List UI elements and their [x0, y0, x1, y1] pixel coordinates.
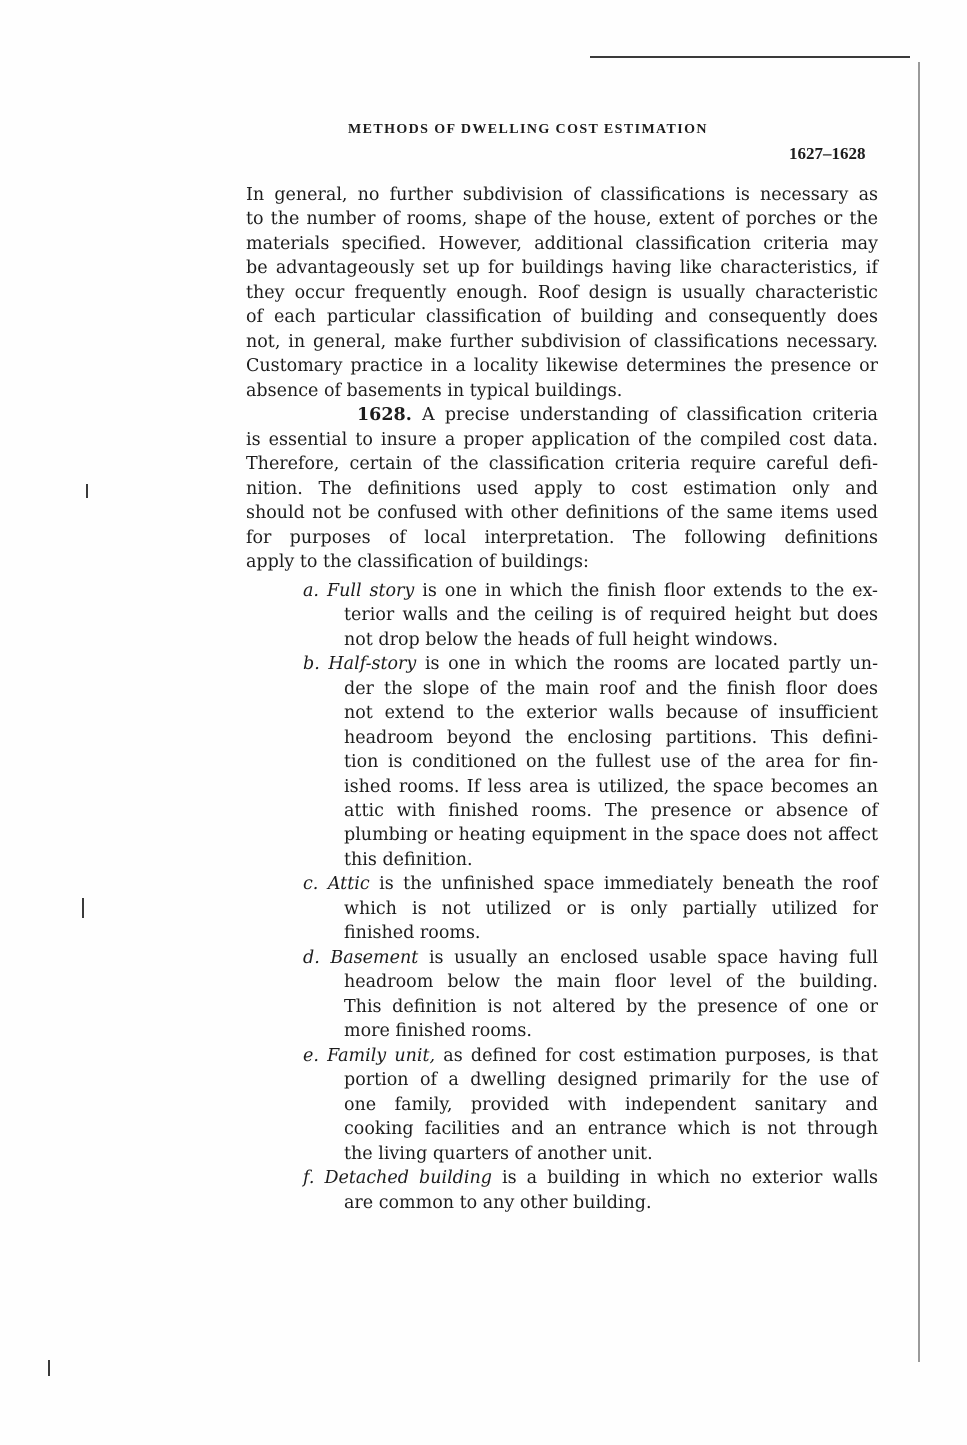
text-line: der the slope of the main roof and the finish floor does: [344, 678, 878, 699]
definition-item: [303, 946, 878, 970]
text-line: finished rooms.: [344, 923, 481, 944]
text-line: should not be confused with other definitions of the same items used: [246, 503, 878, 524]
text-line: ished rooms. If less area is utilized, the space becomes an: [344, 776, 878, 797]
text-line: is essential to insure a proper application of the compiled cost data.: [246, 429, 878, 450]
text-line: nition. The definitions used apply to cost estimation only and: [246, 478, 878, 499]
text-line: absence of basements in typical buildings.: [246, 380, 623, 401]
text-line: which is not utilized or is only partially utilized for: [344, 898, 878, 919]
text-line: terior walls and the ceiling is of required height but does: [344, 605, 878, 626]
text-line: they occur frequently enough. Roof design is usually characteristic: [246, 282, 878, 303]
text-line: for purposes of local interpretation. The following definitions: [246, 527, 878, 548]
text-line: apply to the classification of buildings:: [246, 552, 589, 573]
text-line: Customary practice in a locality likewise determines the presence or: [246, 356, 878, 377]
definition-letter: f.: [303, 1168, 315, 1189]
text-line: materials specified. However, additional classification criteria may: [246, 233, 878, 254]
text-line: the living quarters of another unit.: [344, 1143, 653, 1164]
text-line: plumbing or heating equipment in the space does not affect: [344, 825, 878, 846]
text-line: attic with finished rooms. The presence or absence of: [344, 801, 878, 821]
text-span: is one in which the rooms are located partly un-: [424, 654, 878, 675]
definition-item: [303, 1166, 878, 1190]
definition-term: Family unit,: [327, 1045, 436, 1066]
text-line: This definition is not altered by the presence of one or: [344, 996, 878, 1017]
paragraph-1628-first-line: [357, 403, 878, 427]
text-line: tion is conditioned on the fullest use of the area for fin-: [344, 752, 878, 773]
running-title: METHODS OF DWELLING COST ESTIMATION: [348, 122, 708, 137]
definition-letter: d.: [303, 947, 320, 968]
text-line: Therefore, certain of the classification criteria require careful defi-: [246, 454, 878, 475]
text-span: is the unfinished space immediately beneath the roof: [379, 874, 878, 895]
text-span: is usually an enclosed usable space having full: [428, 947, 878, 968]
page-range: 1627–1628: [789, 144, 866, 163]
definition-term: Full story: [326, 580, 415, 601]
text-span: is a building in which no exterior walls: [502, 1168, 878, 1189]
definition-item: [303, 652, 878, 676]
text-line: are common to any other building.: [344, 1192, 652, 1213]
definition-term: Attic: [327, 874, 370, 895]
text-line: not drop below the heads of full height windows.: [344, 629, 779, 650]
text-line: not, in general, make further subdivision of classifications necessary.: [246, 331, 878, 352]
definition-letter: b.: [303, 654, 320, 675]
text-line: In general, no further subdivision of classifications is necessary as: [246, 185, 878, 205]
text-line: cooking facilities and an entrance which is not through: [344, 1119, 878, 1140]
definition-letter: e.: [303, 1045, 319, 1066]
text-line: headroom below the main floor level of the building.: [344, 972, 878, 993]
definition-term: Basement: [330, 947, 419, 968]
text-span: as defined for cost estimation purposes, is that: [443, 1045, 878, 1066]
definition-term: Detached building: [324, 1168, 492, 1189]
definition-item: [303, 579, 878, 603]
text-line: headroom beyond the enclosing partitions. This defini-: [344, 727, 878, 748]
text-line: be advantageously set up for buildings having like characteristics, if: [246, 258, 878, 279]
paragraph-number: 1628.: [357, 405, 412, 426]
definition-letter: c.: [303, 874, 319, 895]
definition-item: [303, 1044, 878, 1068]
text-span: is one in which the finish floor extends to the ex-: [422, 580, 878, 601]
text-span: A precise understanding of classification criteria: [422, 405, 878, 426]
text-line: not extend to the exterior walls because of insufficient: [344, 703, 878, 724]
text-line: of each particular classification of building and consequently does: [246, 307, 878, 328]
text-line: one family, provided with independent sanitary and: [344, 1094, 878, 1115]
text-line: to the number of rooms, shape of the house, extent of porches or the: [246, 209, 878, 230]
text-line: more finished rooms.: [344, 1021, 532, 1042]
definition-term: Half-story: [328, 654, 417, 675]
definition-item: [303, 872, 878, 896]
definition-letter: a.: [303, 580, 319, 601]
text-line: portion of a dwelling designed primarily for the use of: [344, 1070, 878, 1091]
text-line: this definition.: [344, 849, 473, 870]
